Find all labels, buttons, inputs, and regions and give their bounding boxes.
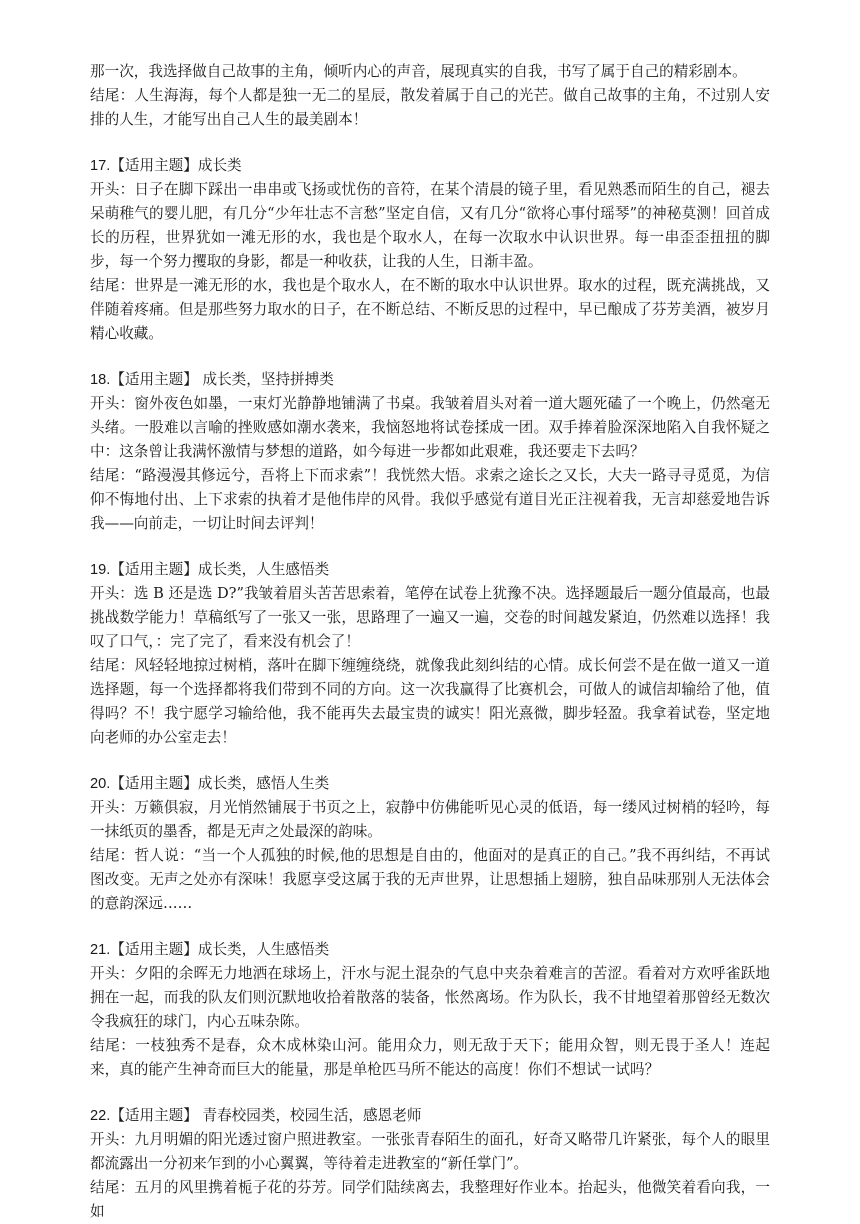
- section-heading: [90, 558, 770, 582]
- ending-paragraph: 结尾：哲人说：“当一个人孤独的时候,他的思想是自由的，他面对的是真正的自己。”我不再纠结，不再试图改变。无声之处亦有深味！我愿享受这属于我的无声世界，让思想插上翅膀，独自品味那别人无法体会的意韵深远……: [90, 847, 770, 912]
- section-heading: [90, 368, 770, 392]
- section-number: 20.: [90, 776, 111, 792]
- intro-ending: 结尾：人生海海，每个人都是独一无二的星辰，散发着属于自己的光芒。做自己故事的主角，不过别人安排的人生，才能写出自己人生的最美剧本！: [90, 87, 770, 128]
- opening-paragraph: 开头：日子在脚下踩出一串串或飞扬或忧伤的音符，在某个清晨的镜子里，看见熟悉而陌生的自己，褪去呆萌稚气的婴儿肥，有几分“少年壮志不言愁”坚定自信，又有几分“欲将心事付瑶琴”的神秘莫测！回首成长的历程，世界犹如一滩无形的水，我也是个取水人，在每一次取水中认识世界。每一串歪歪扭扭的脚步，每一个努力攫取的身影，都是一种收获，让我的人生，日渐丰盈。: [90, 181, 770, 270]
- opening-paragraph: 开头：夕阳的余晖无力地洒在球场上，汗水与泥土混杂的气息中夹杂着难言的苦涩。看着对方欢呼雀跃地拥在一起，而我的队友们则沉默地收拾着散落的装备，怅然离场。作为队长，我不甘地望着那曾经无数次令我疯狂的球门，内心五味杂陈。: [90, 965, 770, 1030]
- ending-paragraph: 结尾：一枝独秀不是春，众木成林染山河。能用众力，则无敌于天下；能用众智，则无畏于圣人！连起来，真的能产生神奇而巨大的能量，那是单枪匹马所不能达的高度！你们不想试一试吗？: [90, 1037, 770, 1078]
- section-number: 22.: [90, 1108, 111, 1124]
- section-title: 【适用主题】成长类: [110, 157, 242, 174]
- ending-paragraph: 结尾：五月的风里携着栀子花的芬芳。同学们陆续离去，我整理好作业本。抬起头，他微笑着看向我，一如: [90, 1179, 770, 1220]
- section-title: 【适用主题】 青春校园类，校园生活，感恩老师: [110, 1107, 422, 1124]
- section-title: 【适用主题】成长类，人生感悟类: [110, 941, 330, 958]
- intro-block: [90, 60, 770, 132]
- section-22: [90, 1104, 770, 1224]
- ending-paragraph: 结尾：世界是一滩无形的水，我也是个取水人，在不断的取水中认识世界。取水的过程，既充满挑战，又伴随着疼痛。但是那些努力取水的日子，在不断总结、不断反思的过程中，早已酿成了芬芳美酒，被岁月精心收藏。: [90, 277, 770, 342]
- ending-paragraph: 结尾：“路漫漫其修远兮，吾将上下而求索”！我恍然大悟。求索之途长之又长，大夫一路寻寻觅觅，为信仰不悔地付出、上下求索的执着才是他伟岸的风骨。我似乎感觉有道目光正注视着我，无言却慈爱地告诉我——向前走，一切让时间去评判！: [90, 467, 770, 532]
- section-number: 21.: [90, 942, 111, 958]
- opening-paragraph: 开头：万籁俱寂，月光悄然铺展于书页之上，寂静中仿佛能听见心灵的低语，每一缕风过树梢的轻吟，每一抹纸页的墨香，都是无声之处最深的韵味。: [90, 799, 770, 840]
- section-21: [90, 938, 770, 1082]
- section-number: 19.: [90, 562, 111, 578]
- section-title: 【适用主题】 成长类，坚持拼搏类: [110, 371, 334, 388]
- section-20: [90, 772, 770, 916]
- opening-paragraph: 开头：窗外夜色如墨，一束灯光静静地铺满了书桌。我皱着眉头对着一道大题死磕了一个晚上，仍然毫无头绪。一股难以言喻的挫败感如潮水袭来，我恼怒地将试卷揉成一团。双手捧着脸深深地陷入自我怀疑之中：这条曾让我满怀激情与梦想的道路，如今每进一步都如此艰难，我还要走下去吗？: [90, 395, 770, 460]
- section-title: 【适用主题】成长类，感悟人生类: [110, 775, 330, 792]
- section-heading: [90, 1104, 770, 1128]
- ending-paragraph: 结尾：风轻轻地掠过树梢，落叶在脚下缠缠绕绕，就像我此刻纠结的心情。成长何尝不是在做一道又一道选择题，每一个选择都将我们带到不同的方向。这一次我赢得了比赛机会，可做人的诚信却输给了他，值得吗？不！我宁愿学习输给他，我不能再失去最宝贵的诚实！阳光熹微，脚步轻盈。我拿着试卷，坚定地向老师的办公室走去！: [90, 657, 770, 746]
- section-number: 18.: [90, 372, 111, 388]
- section-heading: [90, 938, 770, 962]
- section-19: [90, 558, 770, 750]
- section-number: 17.: [90, 158, 111, 174]
- section-heading: [90, 154, 770, 178]
- intro-line: 那一次，我选择做自己故事的主角，倾听内心的声音，展现真实的自我，书写了属于自己的精彩剧本。: [90, 63, 747, 80]
- opening-paragraph: 开头：选 B 还是选 D?”我皱着眉头苦苦思索着，笔停在试卷上犹豫不决。选择题最后一题分值最高，也最挑战数学能力！草稿纸写了一张又一张，思路理了一遍又一遍，交卷的时间越发紧迫，仍然难以选择！我叹了口气，：完了完了，看来没有机会了！: [90, 585, 770, 650]
- section-18: [90, 368, 770, 536]
- section-heading: [90, 772, 770, 796]
- section-17: [90, 154, 770, 346]
- section-title: 【适用主题】成长类，人生感悟类: [110, 561, 330, 578]
- opening-paragraph: 开头：九月明媚的阳光透过窗户照进教室。一张张青春陌生的面孔，好奇又略带几许紧张，每个人的眼里都流露出一分初来乍到的小心翼翼，等待着走进教室的“新任掌门”。: [90, 1131, 770, 1172]
